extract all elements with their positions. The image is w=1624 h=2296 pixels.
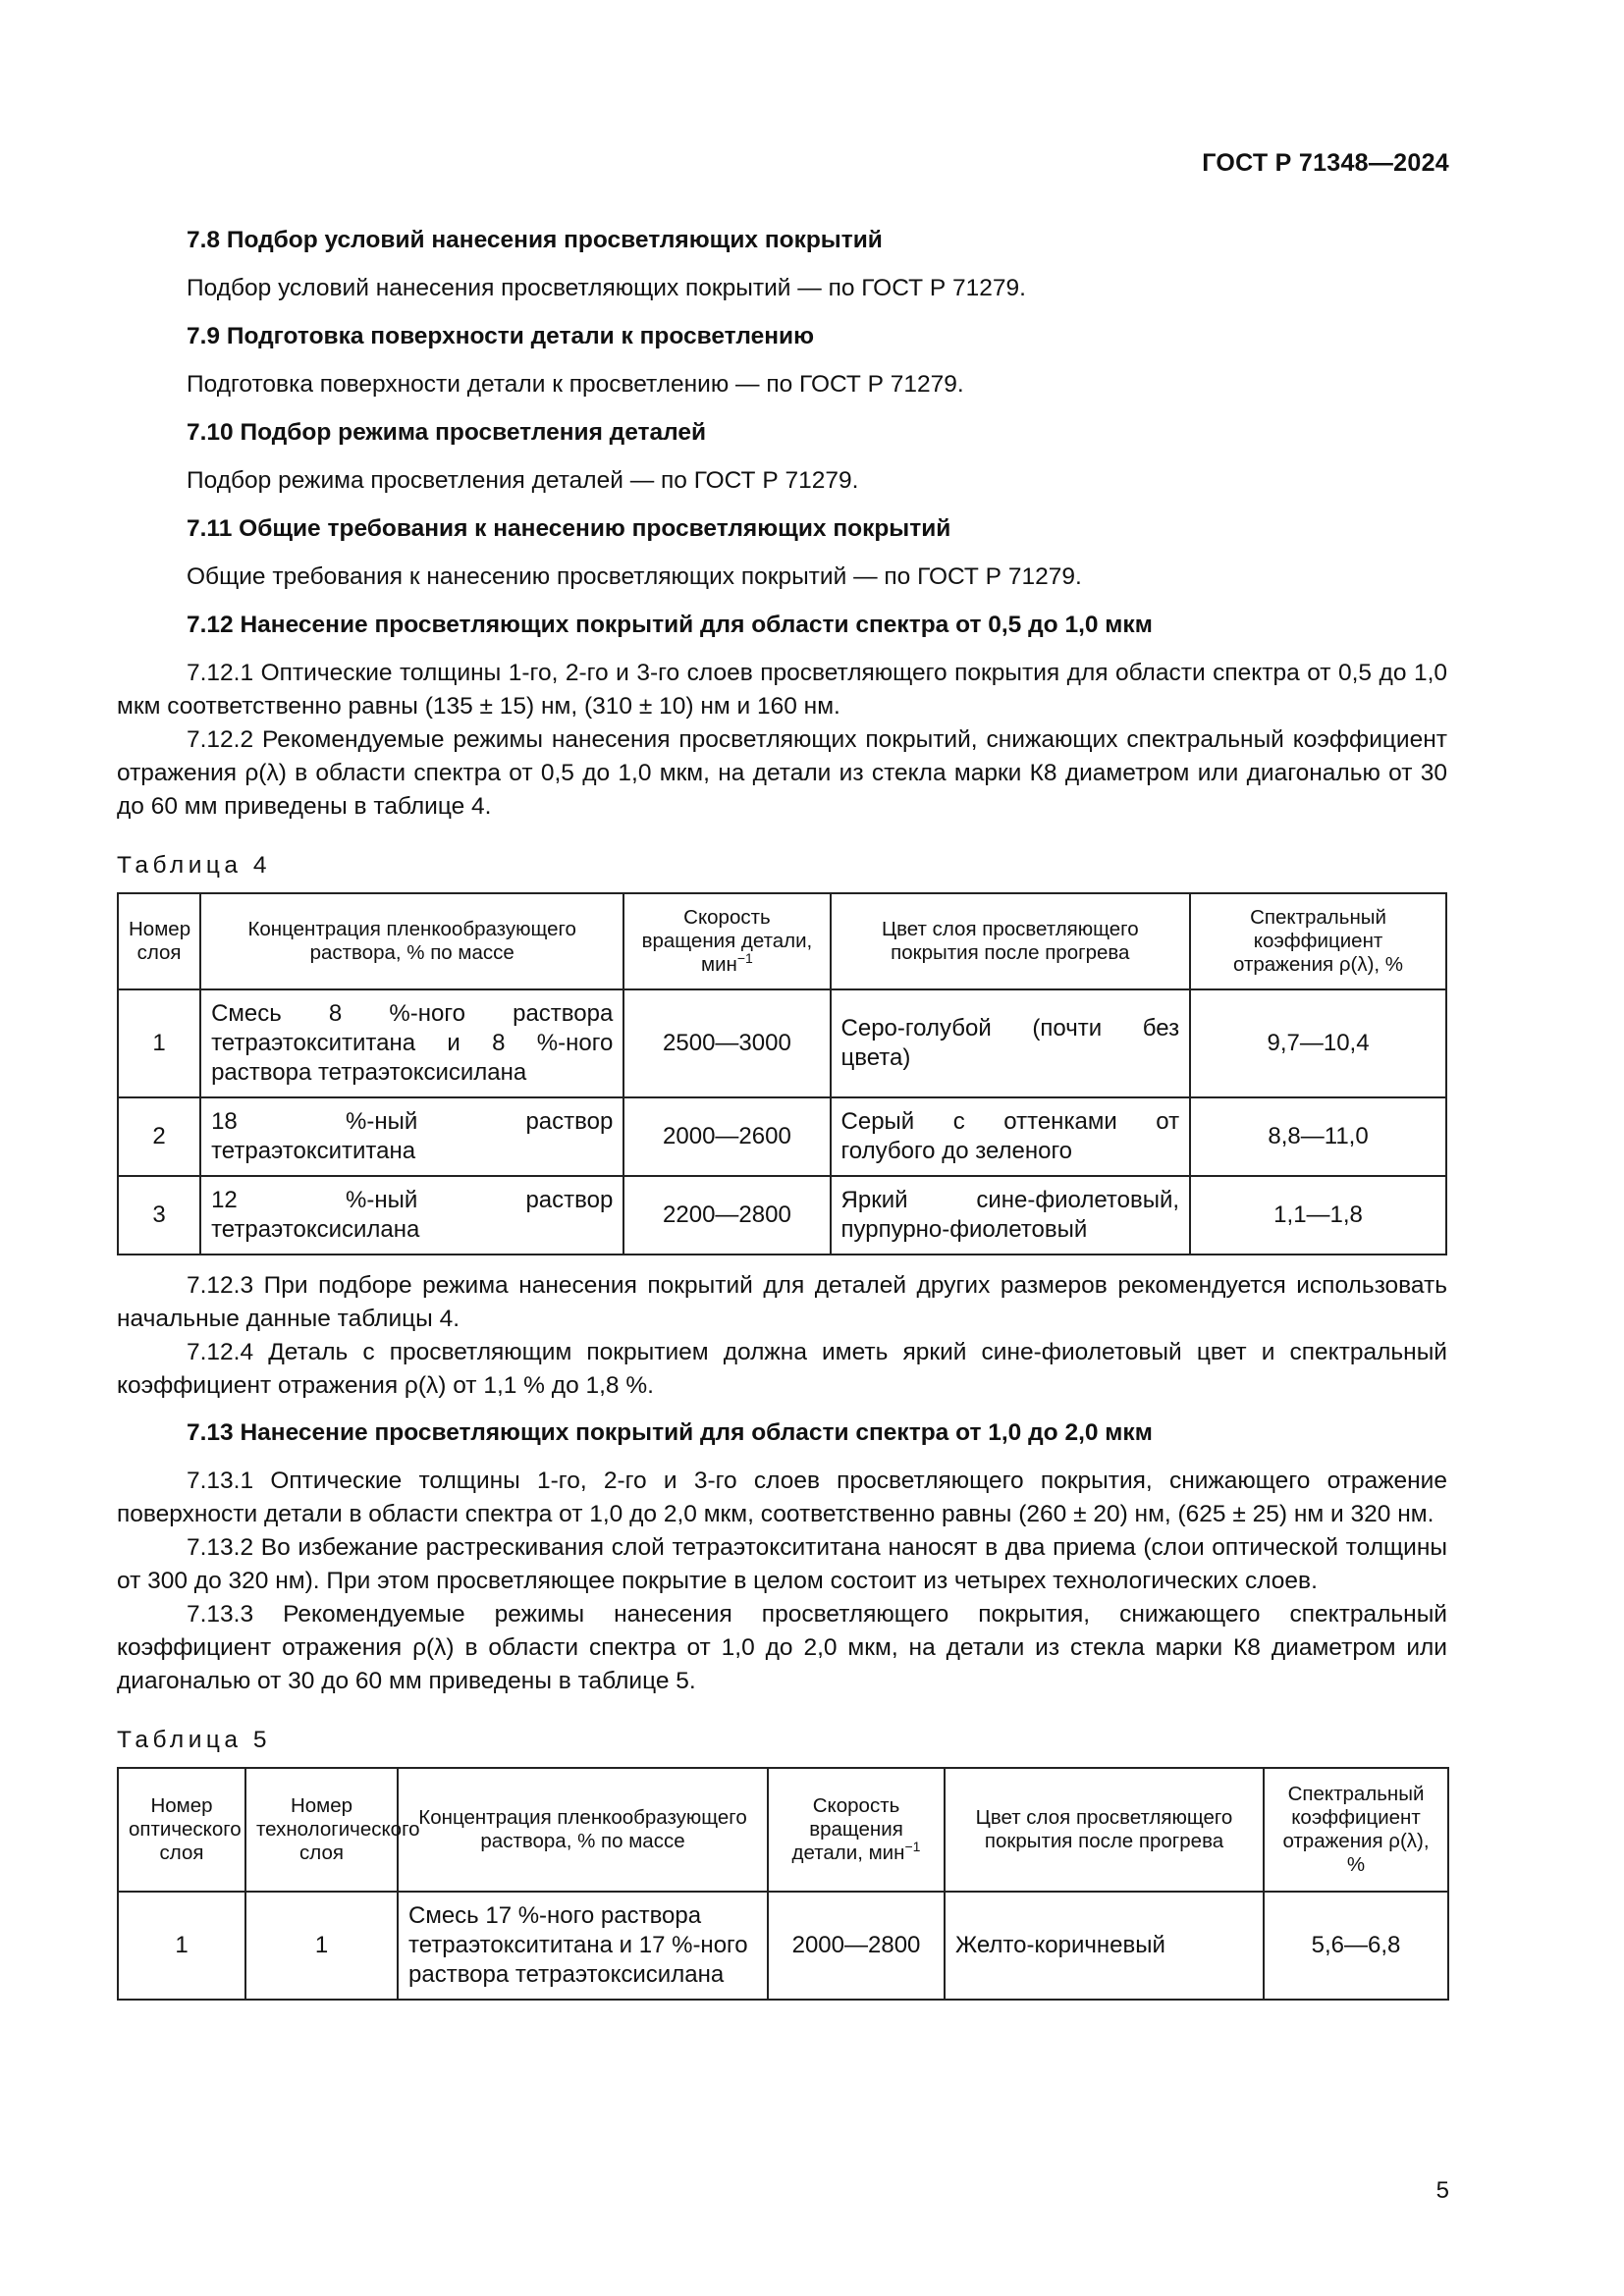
section-heading-7-12: 7.12 Нанесение просветляющих покрытий для области спектра от 0,5 до 1,0 мкм	[187, 612, 1153, 638]
section-text-7-9: Подготовка поверхности детали к просветлению — по ГОСТ Р 71279.	[187, 371, 964, 398]
table-5-header-reflectance: Спектральный коэффициент отражения ρ(λ), %	[1264, 1768, 1448, 1892]
page-number: 5	[1435, 2177, 1449, 2204]
table-row	[118, 989, 1446, 1097]
section-text-7-10: Подбор режима просветления деталей — по ГОСТ Р 71279.	[187, 467, 859, 494]
cell-reflectance: 5,6—6,8	[1264, 1892, 1448, 2000]
cell-color: Желто-коричневый	[945, 1892, 1264, 2000]
cell-concentration: 18 %-ный раствор тетраэтоксититана	[200, 1097, 623, 1176]
cell-reflectance: 9,7—10,4	[1190, 989, 1446, 1097]
cell-layer: 2	[118, 1097, 200, 1176]
section-heading-7-11: 7.11 Общие требования к нанесению просветляющих покрытий	[187, 515, 951, 542]
document-id: ГОСТ Р 71348—2024	[1202, 149, 1449, 177]
table-4-header-concentration: Концентрация пленкообразующего раствора, % по массе	[200, 893, 623, 989]
cell-reflectance: 8,8—11,0	[1190, 1097, 1446, 1176]
table-5-header-speed: Скорость вращения детали, мин$^{-1}$	[768, 1768, 945, 1892]
paragraph-7-12-1: 7.12.1 Оптические толщины 1-го, 2-го и 3-го слоев просветляющего покрытия для области спектра от 0,5 до 1,0 мкм соответственно равны (135 ± 15) нм, (310 ± 10) нм и 160 нм.	[117, 660, 1447, 720]
section-text-7-8: Подбор условий нанесения просветляющих покрытий — по ГОСТ Р 71279.	[187, 275, 1026, 301]
section-heading-7-10: 7.10 Подбор режима просветления деталей	[187, 419, 707, 446]
table-5-caption: Таблица 5	[117, 1727, 271, 1753]
cell-speed: 2000—2600	[623, 1097, 830, 1176]
cell-color: Серый с оттенками от голубого до зеленого	[831, 1097, 1191, 1176]
table-5-header-optical-layer: Номер оптического слоя	[118, 1768, 245, 1892]
section-heading-7-8: 7.8 Подбор условий нанесения просветляющих покрытий	[187, 227, 883, 253]
cell-layer: 3	[118, 1176, 200, 1255]
paragraph-7-13-1: 7.13.1 Оптические толщины 1-го, 2-го и 3-го слоев просветляющего покрытия, снижающего отражение поверхности детали в области спектра от 1,0 до 2,0 мкм, соответственно равны (260 ± 20) нм, (625 ± 25) нм и 320 нм.	[117, 1468, 1447, 1527]
paragraph-7-12-3: 7.12.3 При подборе режима нанесения покрытий для деталей других размеров рекомендуется использовать начальные данные таблицы 4.	[117, 1272, 1447, 1332]
page-content	[117, 224, 1447, 2001]
table-4-header-reflectance: Спектральный коэффициент отражения ρ(λ), %	[1190, 893, 1446, 989]
section-text-7-11: Общие требования к нанесению просветляющих покрытий — по ГОСТ Р 71279.	[187, 563, 1082, 590]
paragraph-7-12-4: 7.12.4 Деталь с просветляющим покрытием должна иметь яркий сине-фиолетовый цвет и спектральный коэффициент отражения ρ(λ) от 1,1 % до 1,8 %.	[117, 1339, 1447, 1399]
table-5-header-technological-layer: Номер технологического слоя	[245, 1768, 398, 1892]
table-4-header-color: Цвет слоя просветляющего покрытия после прогрева	[831, 893, 1191, 989]
table-4-header-speed: Скорость вращения детали, мин$^{-1}$	[623, 893, 830, 989]
cell-color: Серо-голубой (почти без цвета)	[831, 989, 1191, 1097]
cell-speed: 2200—2800	[623, 1176, 830, 1255]
table-row	[118, 1892, 1448, 2000]
table-5	[117, 1767, 1449, 2001]
cell-concentration: Смесь 8 %-ного раствора тетраэтоксититана и 8 %-ного раствора тетраэтоксисилана	[200, 989, 623, 1097]
table-5-header-concentration: Концентрация пленкообразующего раствора, % по массе	[398, 1768, 768, 1892]
cell-optical-layer: 1	[118, 1892, 245, 2000]
cell-concentration: 12 %-ный раствор тетраэтоксисилана	[200, 1176, 623, 1255]
table-row	[118, 1097, 1446, 1176]
cell-speed: 2500—3000	[623, 989, 830, 1097]
cell-color: Яркий сине-фиолетовый, пурпурно-фиолетовый	[831, 1176, 1191, 1255]
table-5-header-color: Цвет слоя просветляющего покрытия после прогрева	[945, 1768, 1264, 1892]
cell-reflectance: 1,1—1,8	[1190, 1176, 1446, 1255]
cell-concentration: Смесь 17 %-ного раствора тетраэтоксититана и 17 %-ного раствора тетраэтоксисилана	[398, 1892, 768, 2000]
paragraph-7-12-2: 7.12.2 Рекомендуемые режимы нанесения просветляющих покрытий, снижающих спектральный коэффициент отражения ρ(λ) в области спектра от 0,5 до 1,0 мкм, на детали из стекла марки К8 диаметром или диагональю от 30 до 60 мм приведены в таблице 4.	[117, 726, 1447, 820]
cell-technological-layer: 1	[245, 1892, 398, 2000]
paragraph-7-13-2: 7.13.2 Во избежание растрескивания слой тетраэтоксититана наносят в два приема (слои оптической толщины от 300 до 320 нм). При этом просветляющее покрытие в целом состоит из четырех технологических слоев.	[117, 1534, 1447, 1594]
table-4-header-layer: Номер слоя	[118, 893, 200, 989]
cell-layer: 1	[118, 989, 200, 1097]
table-4-caption: Таблица 4	[117, 852, 271, 879]
paragraph-7-13-3: 7.13.3 Рекомендуемые режимы нанесения просветляющего покрытия, снижающего спектральный коэффициент отражения ρ(λ) в области спектра от 1,0 до 2,0 мкм, на детали из стекла марки К8 диаметром или диагональю от 30 до 60 мм приведены в таблице 5.	[117, 1601, 1447, 1694]
table-row	[118, 1176, 1446, 1255]
section-heading-7-9: 7.9 Подготовка поверхности детали к просветлению	[187, 323, 815, 349]
table-4	[117, 892, 1447, 1255]
cell-speed: 2000—2800	[768, 1892, 945, 2000]
section-heading-7-13: 7.13 Нанесение просветляющих покрытий для области спектра от 1,0 до 2,0 мкм	[187, 1419, 1153, 1446]
